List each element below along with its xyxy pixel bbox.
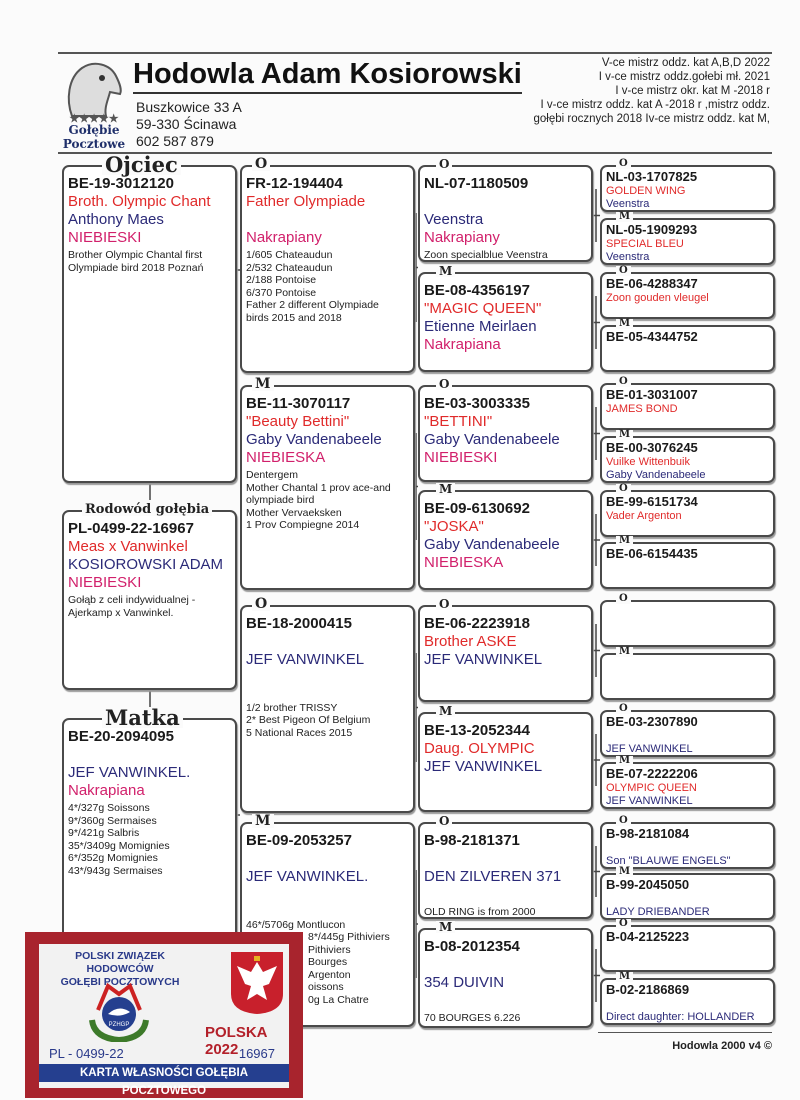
pedigree-box[interactable] <box>600 925 775 972</box>
card-country: POLSKA 2022 <box>205 1024 267 1058</box>
ring-number: BE-18-2000415 <box>246 615 352 632</box>
box-label: O <box>616 159 631 169</box>
ring-number: BE-03-3003335 <box>424 395 530 412</box>
honor: I v-ce mistrz oddz. kat A -2018 r ,mistrz oddz. <box>540 99 770 111</box>
note-line: 2/532 Chateaudun <box>246 261 333 274</box>
pedigree-box[interactable] <box>240 165 415 373</box>
footer-rule <box>598 1032 772 1033</box>
note-line: 35*/3409g Momignies <box>68 839 170 852</box>
footer-credit: Hodowla 2000 v4 © <box>672 1040 772 1052</box>
pedigree-box[interactable] <box>600 710 775 757</box>
pedigree-box[interactable] <box>600 490 775 537</box>
page-title: Hodowla Adam Kosiorowski <box>133 58 522 94</box>
ring-number: NL-07-1180509 <box>424 175 529 192</box>
note-line: Father 2 different Olympiade <box>246 299 379 311</box>
pedigree-box[interactable] <box>600 383 775 430</box>
pigeon-name: "JOSKA" <box>424 518 484 535</box>
box-label: M <box>616 972 633 982</box>
pigeon-color: Nakrapiana <box>424 336 501 353</box>
ring-number: BE-05-4344752 <box>606 329 698 344</box>
note-line: Ajerkamp x Vanwinkel. <box>68 606 174 619</box>
card-org-line: POLSKI ZWIĄZEK HODOWCÓW <box>75 950 165 975</box>
pigeon-color <box>246 669 409 687</box>
ring-number: BE-99-6151734 <box>606 494 698 509</box>
ring-number: BE-06-4288347 <box>606 276 698 291</box>
ring-number: BE-19-3012120 <box>68 175 174 192</box>
box-label: O <box>436 598 452 610</box>
box-label: O <box>616 594 631 604</box>
pzhgp-emblem-icon <box>84 980 154 1042</box>
pigeon-name <box>246 633 409 651</box>
honor: I v-ce mistrz okr. kat M -2018 r <box>615 85 770 97</box>
pedigree-box[interactable] <box>600 873 775 920</box>
box-label: M <box>252 814 274 828</box>
pigeon-name <box>606 998 769 1011</box>
breeder: KOSIOROWSKI ADAM <box>68 556 224 573</box>
breeder: JEF VANWINKEL <box>606 795 693 807</box>
pedigree-box[interactable] <box>62 165 237 483</box>
box-label: M <box>616 647 633 657</box>
note-line: 43*/943g Sermaises <box>68 864 163 877</box>
box-label: O <box>436 378 452 390</box>
pigeon-name: "BETTINI" <box>424 413 493 430</box>
pedigree-box[interactable] <box>240 385 415 590</box>
pedigree-box[interactable] <box>240 605 415 813</box>
pedigree-box[interactable] <box>418 385 593 482</box>
pigeon-name <box>606 345 769 358</box>
notes <box>246 249 409 324</box>
ring-number: NL-03-1707825 <box>606 169 698 184</box>
breeder <box>606 416 769 429</box>
note-line: Dentergem <box>246 469 298 481</box>
ring-number: BE-11-3070117 <box>246 395 351 412</box>
notes <box>68 594 231 619</box>
card-band: KARTA WŁASNOŚCI GOŁĘBIA POCZTOWEGO <box>39 1064 289 1082</box>
breeder: JEF VANWINKEL <box>246 651 365 668</box>
pigeon-name <box>424 956 587 974</box>
pigeon-name: Father Olympiade <box>246 193 366 210</box>
note-line: 5 National Races 2015 <box>246 726 353 739</box>
pigeon-color <box>424 886 587 904</box>
pedigree-box[interactable] <box>600 272 775 319</box>
pigeon-name <box>68 746 231 764</box>
box-label: M <box>436 483 455 495</box>
pedigree-box[interactable] <box>600 978 775 1025</box>
pedigree-box[interactable] <box>600 218 775 265</box>
breeder <box>606 958 769 971</box>
box-label: O <box>616 816 631 826</box>
notes <box>424 1012 587 1025</box>
breeder: Anthony Maes <box>68 211 164 228</box>
pigeon-name: Vuilke Wittenbuik <box>606 456 690 468</box>
breeder: JEF VANWINKEL <box>424 651 543 668</box>
address-street: Buszkowice 33 A <box>136 99 242 115</box>
pigeon-name <box>424 850 587 868</box>
pigeon-color: NIEBIESKI <box>424 449 498 466</box>
box-label: M <box>616 756 633 766</box>
pigeon-name: Daug. OLYMPIC <box>424 740 535 757</box>
breeder: Son "BLAUWE ENGELS" <box>606 855 731 867</box>
note-line: birds 2015 and 2018 <box>246 311 342 324</box>
pedigree-box[interactable] <box>418 712 593 812</box>
breeder: JEF VANWINKEL <box>606 743 693 755</box>
breeder: Veenstra <box>606 198 650 210</box>
pedigree-box[interactable] <box>600 325 775 372</box>
pedigree-box[interactable] <box>600 822 775 869</box>
ring-number: B-98-2181084 <box>606 826 690 841</box>
pedigree-box[interactable] <box>600 542 775 589</box>
pigeon-name: Meas x Vanwinkel <box>68 538 188 555</box>
polish-eagle-icon <box>229 950 285 1016</box>
pigeon-name: GOLDEN WING <box>606 185 686 197</box>
pigeon-name <box>246 850 409 868</box>
honor: I v-ce mistrz oddz.gołebi mł. 2021 <box>598 71 770 83</box>
note-line: Zoon specialblue Veenstra <box>424 249 548 261</box>
ring-number: FR-12-194404 <box>246 175 343 192</box>
ring-number: BE-08-4356197 <box>424 282 530 299</box>
note-line: olympiade bird <box>246 494 315 506</box>
note-line: Mother Vervaeksken <box>246 506 342 519</box>
note-line: 9*/360g Sermaises <box>68 814 157 827</box>
note-line: 2* Best Pigeon Of Belgium <box>246 714 371 726</box>
notes <box>246 689 409 739</box>
box-label: M <box>616 212 633 222</box>
emblem-text: PZHGP <box>108 1022 130 1028</box>
pigeon-color <box>424 992 587 1010</box>
pigeon-name <box>606 945 769 958</box>
ring-number: BE-01-3031007 <box>606 387 698 402</box>
note-line: 2/188 Pontoise <box>246 274 317 286</box>
box-label: M <box>616 319 633 329</box>
pigeon-color: Nakrapiany <box>246 229 322 246</box>
breeder <box>606 523 769 536</box>
breeder: Veenstra <box>424 211 484 228</box>
note-line: OLD RING is from 2000 <box>424 906 536 918</box>
note-line: 1/605 Chateaudun <box>246 249 333 261</box>
ring-number: B-02-2186869 <box>606 982 690 997</box>
pedigree-box[interactable] <box>418 605 593 702</box>
pedigree-box[interactable] <box>600 436 775 483</box>
box-label: O <box>616 484 631 494</box>
note-line: 46*/5706g Montlucon <box>246 918 346 931</box>
stars-icon: ★★★★★ <box>69 112 119 125</box>
note-line: 4*/327g Soissons <box>68 802 150 814</box>
card-ring-prefix: PL - 0499-22 <box>49 1046 124 1061</box>
ring-number: B-08-2012354 <box>424 938 520 955</box>
box-label: Matka <box>102 707 183 728</box>
pedigree-box[interactable] <box>418 822 593 919</box>
pigeon-name: SPECIAL BLEU <box>606 238 684 250</box>
pigeon-name: "Beauty Bettini" <box>246 413 350 430</box>
note-line: Olympiade bird 2018 Poznań <box>68 261 204 274</box>
notes <box>68 249 231 274</box>
note-line: Brother Olympic Chantal first <box>68 249 203 261</box>
breeder: JEF VANWINKEL. <box>68 764 191 781</box>
pigeon-name: JAMES BOND <box>606 403 678 415</box>
note-line: Bourges <box>308 956 348 968</box>
breeder: DEN ZILVEREN 371 <box>424 868 562 885</box>
breeder <box>606 617 769 630</box>
ring-number: PL-0499-22-16967 <box>68 520 194 537</box>
ring-number: BE-00-3076245 <box>606 440 698 455</box>
pigeon-color: Nakrapiana <box>68 782 145 799</box>
card-ring-number: 16967 <box>238 1046 275 1061</box>
ring-number: B-04-2125223 <box>606 929 690 944</box>
ring-number: BE-06-2223918 <box>424 615 530 632</box>
logo-text-1: Gołębie <box>68 123 120 137</box>
box-label: O <box>616 266 631 276</box>
note-line: 9*/421g Salbris <box>68 827 140 839</box>
breeder <box>606 670 769 683</box>
box-label: M <box>616 536 633 546</box>
breeder: 354 DUIVIN <box>424 974 505 991</box>
ring-number: BE-06-6154435 <box>606 546 698 561</box>
pigeon-name <box>606 730 769 743</box>
pigeon-color: NIEBIESKA <box>246 449 326 466</box>
pigeon-name: Vader Argenton <box>606 510 682 522</box>
ring-number: B-99-2045050 <box>606 877 690 892</box>
pigeon-name <box>606 893 769 906</box>
note-line: 70 BOURGES 6.226 <box>424 1012 521 1024</box>
note-line: 1 Prov Compiegne 2014 <box>246 519 360 531</box>
breeder: Veenstra <box>606 251 650 263</box>
note-line: Mother Chantal 1 prov ace-and <box>246 481 391 494</box>
pedigree-box[interactable] <box>600 600 775 647</box>
note-line: 1/2 brother TRISSY <box>246 701 338 714</box>
ring-number: BE-20-2094095 <box>68 728 174 745</box>
address-city: 59-330 Ścinawa <box>136 116 237 132</box>
box-label: M <box>252 377 274 391</box>
pigeon-color: Nakrapiany <box>424 229 500 246</box>
breeder: Etienne Meirlaen <box>424 318 537 335</box>
ring-number: BE-13-2052344 <box>424 722 530 739</box>
notes <box>424 249 587 262</box>
breeder: Gaby Vandenabeele <box>424 431 560 448</box>
ring-number: BE-09-2053257 <box>246 832 352 849</box>
pedigree-box[interactable] <box>418 928 593 1028</box>
pedigree-box[interactable] <box>600 165 775 212</box>
breeder <box>606 575 769 588</box>
note-line: 6*/352g Momignies <box>68 852 158 864</box>
pigeon-name <box>606 842 769 855</box>
honor: gołębi rocznych 2018 Iv-ce mistrz oddz. kat M, <box>533 113 770 125</box>
ring-number: BE-09-6130692 <box>424 500 530 517</box>
box-label: M <box>616 867 633 877</box>
breeder: Gaby Vandenabeele <box>424 536 560 553</box>
pigeon-color: NIEBIESKA <box>424 554 504 571</box>
box-label: M <box>436 265 455 277</box>
note-line: oissons <box>308 981 344 993</box>
box-label: O <box>252 157 270 171</box>
box-label: O <box>436 815 452 827</box>
breeder <box>606 358 769 371</box>
note-line: 0g La Chatre <box>308 993 369 1006</box>
ring-number: B-98-2181371 <box>424 832 520 849</box>
ring-number: BE-07-2222206 <box>606 766 698 781</box>
pigeon-name: "MAGIC QUEEN" <box>424 300 542 317</box>
pigeon-color: NIEBIESKI <box>68 574 142 591</box>
note-line: Pithiviers <box>308 943 351 956</box>
pigeon-name: Broth. Olympic Chant <box>68 193 211 210</box>
box-label: O <box>616 704 631 714</box>
breeder: JEF VANWINKEL <box>424 758 543 775</box>
box-label: O <box>436 158 452 170</box>
breeder: Gaby Vandenabeele <box>246 431 382 448</box>
note-line: Gołąb z celi indywidualnej - <box>68 594 196 606</box>
pedigree-box[interactable] <box>418 490 593 590</box>
note-line <box>246 689 409 702</box>
box-label: O <box>252 597 270 611</box>
notes <box>68 802 231 877</box>
ring-number: BE-03-2307890 <box>606 714 698 729</box>
pigeon-name <box>606 657 769 670</box>
pedigree-box[interactable] <box>62 510 237 690</box>
note-line <box>246 906 409 919</box>
box-label: O <box>616 919 631 929</box>
pigeon-name <box>606 562 769 575</box>
box-label: Ojciec <box>102 154 181 175</box>
breeder: JEF VANWINKEL. <box>246 868 369 885</box>
ring-number: NL-05-1909293 <box>606 222 698 237</box>
pedigree-box[interactable] <box>418 272 593 372</box>
pigeon-color <box>246 886 409 904</box>
box-label: Rodowód gołębia <box>82 503 212 516</box>
pigeon-name: Brother ASKE <box>424 633 517 650</box>
honor: V-ce mistrz oddz. kat A,B,D 2022 <box>601 57 770 69</box>
note-line: 6/370 Pontoise <box>246 286 317 299</box>
notes <box>246 469 409 532</box>
pedigree-box[interactable] <box>600 762 775 809</box>
logo-text-2: Pocztowe <box>62 137 126 151</box>
ownership-card <box>25 932 303 1098</box>
phone: 602 587 879 <box>136 133 214 149</box>
pigeon-color: NIEBIESKI <box>68 229 142 246</box>
box-label: M <box>436 705 455 717</box>
box-label: O <box>616 377 631 387</box>
note-line: 8*/445g Pithiviers <box>308 931 390 943</box>
pigeon-name <box>424 193 587 211</box>
box-label: M <box>616 430 633 440</box>
breeder <box>606 305 769 318</box>
pigeon-name <box>606 604 769 617</box>
breeder: LADY DRIEBANDER <box>606 906 710 918</box>
breeder: Direct daughter: HOLLANDER <box>606 1011 755 1023</box>
note-line: Argenton <box>308 968 351 981</box>
box-label: M <box>436 921 455 933</box>
pigeon-name: Zoon gouden vleugel <box>606 292 709 304</box>
pedigree-box[interactable] <box>418 165 593 262</box>
pedigree-box[interactable] <box>600 653 775 700</box>
card-org-line: GOŁĘBI POCZTOWYCH <box>60 976 180 988</box>
notes <box>424 906 587 919</box>
breeder: Gaby Vandenabeele <box>606 469 706 481</box>
breeder <box>246 211 409 229</box>
pigeon-name: OLYMPIC QUEEN <box>606 782 697 794</box>
